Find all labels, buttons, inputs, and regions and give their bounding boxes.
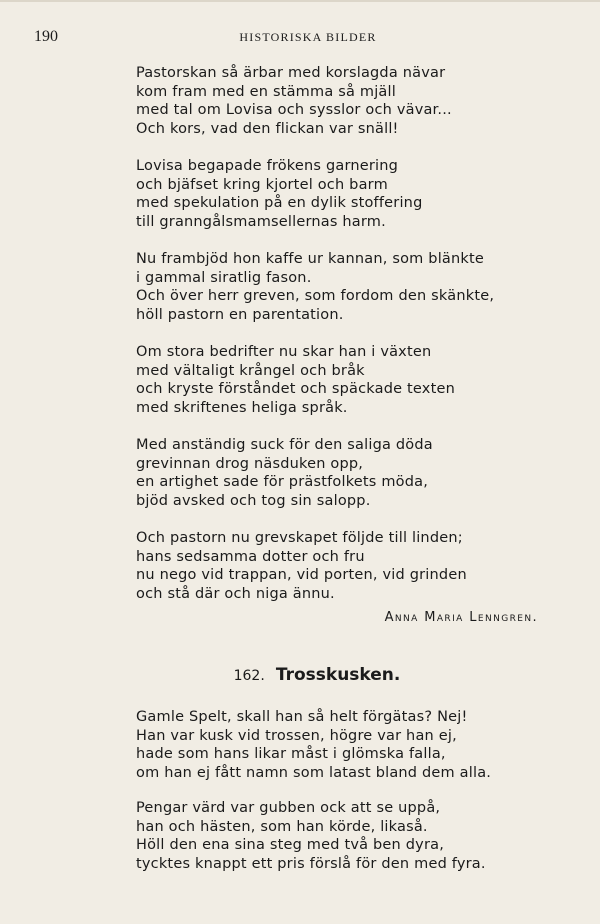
poem-title: Trosskusken.: [275, 665, 401, 685]
verse-line: i gammal siratlig fason.: [136, 269, 312, 286]
verse-line: han och hästen, som han körde, likaså.: [136, 818, 428, 835]
running-title: HISTORISKA BILDER: [239, 30, 377, 44]
page-number: 190: [34, 28, 58, 45]
verse-line: om han ej fått namn som latast bland dem alla.: [136, 764, 492, 781]
verse-line: med skriftenes heliga språk.: [136, 399, 348, 416]
verse-line: Gamle Spelt, skall han så helt förgätas? Nej!: [136, 709, 468, 725]
stanza: [136, 529, 467, 603]
verse-line: Pengar värd var gubben ock att se uppå,: [136, 800, 441, 816]
stanza: [136, 157, 422, 231]
verse-line: Och kors, vad den flickan var snäll!: [136, 120, 399, 137]
verse-line: hans sedsamma dotter och fru: [136, 548, 365, 565]
verse-line: och kryste förståndet och späckade texten: [136, 381, 455, 398]
poem-heading: [0, 665, 600, 685]
verse-line: med vältaligt krångel och bråk: [136, 362, 365, 379]
verse-line: en artighet sade för prästfolkets möda,: [136, 474, 429, 491]
author-signature: Anna Maria Lenngren.: [384, 610, 538, 625]
verse-line: tycktes knappt ett pris förslå för den med fyra.: [136, 855, 486, 872]
verse-line: Lovisa begapade frökens garnering: [136, 158, 399, 174]
poem-number: 162.: [233, 668, 265, 684]
verse-line: Och pastorn nu grevskapet följde till linden;: [136, 530, 463, 546]
verse-line: bjöd avsked och tog sin salopp.: [136, 492, 371, 509]
stanza: [136, 436, 433, 510]
stanza: [136, 799, 486, 873]
stanza: [136, 64, 452, 138]
verse-line: Höll den ena sina steg med två ben dyra,: [136, 837, 444, 854]
page-header: [0, 28, 600, 46]
verse-line: grevinnan drog näsduken opp,: [136, 455, 364, 472]
verse-line: höll pastorn en parentation.: [136, 306, 344, 323]
verse-line: Med anständig suck för den saliga döda: [136, 437, 433, 453]
stanza: [136, 708, 491, 782]
verse-line: kom fram med en stämma så mjäll: [136, 83, 396, 100]
verse-line: Han var kusk vid trossen, högre var han ej,: [136, 727, 457, 744]
verse-line: och bjäfset kring kjortel och barm: [136, 176, 388, 193]
verse-line: Om stora bedrifter nu skar han i växten: [136, 344, 432, 360]
verse-line: till granngålsmamsellernas harm.: [136, 213, 386, 230]
stanza: [136, 250, 494, 324]
stanza: [136, 343, 455, 417]
page-top-edge: [0, 0, 600, 2]
verse-line: med tal om Lovisa och sysslor och vävar...: [136, 102, 452, 119]
verse-line: hade som hans likar måst i glömska falla,: [136, 746, 446, 763]
verse-line: Nu frambjöd hon kaffe ur kannan, som blänkte: [136, 251, 484, 267]
verse-line: med spekulation på en dylik stoffering: [136, 195, 423, 212]
verse-line: och stå där och niga ännu.: [136, 585, 335, 602]
verse-line: Pastorskan så ärbar med korslagda nävar: [136, 65, 446, 81]
verse-line: nu nego vid trappan, vid porten, vid grinden: [136, 567, 467, 584]
verse-line: Och över herr greven, som fordom den skänkte,: [136, 288, 495, 305]
